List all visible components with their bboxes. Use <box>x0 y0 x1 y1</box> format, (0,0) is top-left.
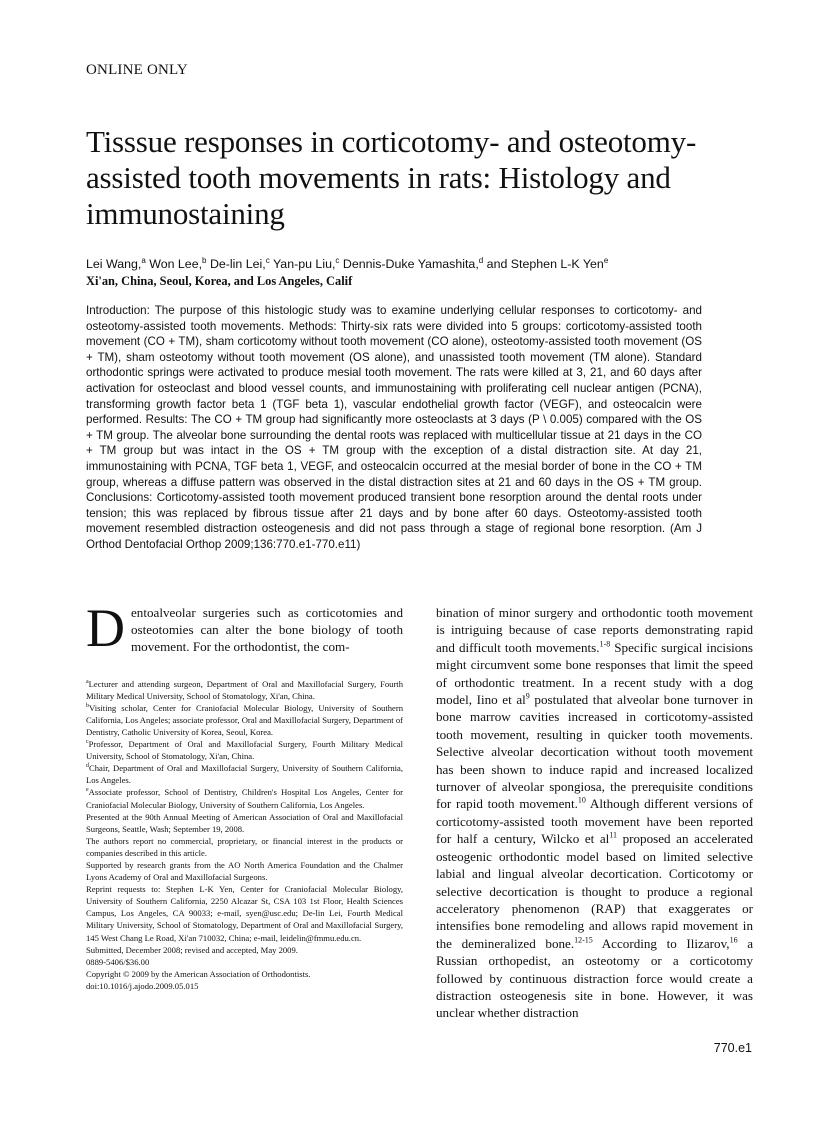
footnote-text: Chair, Department of Oral and Maxillofacial Surgery, University of Southern California, Los Angeles. <box>86 763 403 786</box>
footnote-text: Copyright © 2009 by the American Association of Orthodontists. <box>86 968 311 979</box>
footnote-text: Reprint requests to: Stephen L-K Yen, Center for Craniofacial Molecular Biology, University of Southern California, 2250 Alcazar St, CSA 103 1st Floor, Health Sciences Campus, Los Angeles, CA 90033; e-mail, syen@usc.edu; De-lin Lei, Fourth Medical Military University, School of Stomatology, Department of Oral and Maxillofacial Surgery, 145 West Chang Le Road, Xi'an 710032, China; e-mail, leidelin@fmmu.edu.cn. <box>86 884 403 943</box>
author-affiliation-mark: c <box>265 255 270 265</box>
author-affiliation-mark: e <box>603 255 609 265</box>
article-title: Tisssue responses in corticotomy- and osteotomy-assisted tooth movements in rats: Histology and immunostaining <box>86 124 697 231</box>
right-column <box>436 604 753 1022</box>
author-name: De-lin Lei, <box>206 257 266 271</box>
section-label: ONLINE ONLY <box>86 62 188 78</box>
author-affiliation-mark: c <box>335 255 340 265</box>
author-list <box>86 256 766 272</box>
footnote-mark: c <box>86 739 89 746</box>
author-name: Dennis-Duke Yamashita, <box>339 257 479 271</box>
reference-marker: 12-15 <box>574 935 593 945</box>
author-name: Won Lee, <box>145 257 203 271</box>
footnotes <box>86 678 403 992</box>
author-name: Lei Wang, <box>86 257 142 271</box>
body-text: postulated that alveolar bone turnover in bone marrow cavities increased in corticotomy-assisted tooth movement, resulting in quicker tooth movements. Selective alveolar decortication without tooth movement has been shown to induce rapid and increased localized turnover of alveolar spongiosa, the prerequisite conditions for rapid tooth movement. <box>436 692 753 812</box>
reference-marker: 11 <box>609 830 618 840</box>
author-name: Yan-pu Liu, <box>269 257 336 271</box>
footnote-text: The authors report no commercial, proprietary, or financial interest in the products or companies described in this article. <box>86 835 403 858</box>
footnote <box>86 835 403 859</box>
author-affiliation-mark: b <box>202 255 207 265</box>
footnote <box>86 980 403 992</box>
author-name: and Stephen L-K Yen <box>483 257 604 271</box>
body-text: Specific surgical incisions might circumvent some bone responses that limit the speed of orthodontic treatment. In a recent study with a dog model, Iino et al <box>436 639 753 708</box>
footnote <box>86 762 403 786</box>
footnote-text: Associate professor, School of Dentistry, Children's Hospital Los Angeles, Center for Craniofacial Molecular Biology, University of Southern California, Los Angeles. <box>86 787 403 810</box>
footnote-text: Lecturer and attending surgeon, Department of Oral and Maxillofacial Surgery, Fourth Military Medical University, School of Stomatology, Xi'an, China. <box>86 678 403 701</box>
footnote-text: Visiting scholar, Center for Craniofacial Molecular Biology, University of Southern California, Los Angeles; associate professor, Oral and Maxillofacial Surgery, Department of Dentistry, Catholic University of Korea, Seoul, Korea. <box>86 702 403 737</box>
footnote <box>86 944 403 956</box>
footnote-mark: e <box>86 787 89 794</box>
reference-marker: 16 <box>729 935 738 945</box>
footnote <box>86 811 403 835</box>
footnote <box>86 968 403 980</box>
footnote-mark: a <box>86 678 89 685</box>
author-affiliation-mark: d <box>478 255 484 265</box>
footnote <box>86 956 403 968</box>
footnote <box>86 883 403 943</box>
footnote-text: Supported by research grants from the AO North America Foundation and the Chalmer Lyons Academy of Oral and Maxillofacial Surgeons. <box>86 860 403 883</box>
page-number: 770.e1 <box>713 1041 752 1055</box>
drop-cap: D <box>86 598 125 658</box>
body-text: Although different versions of corticotomy-assisted tooth movement have been reported for half a century, Wilcko et al <box>436 796 753 847</box>
body-text: a Russian orthopedist, an osteotomy or a corticotomy followed by continuous distraction force would create a distraction osteogenesis site in bone. However, it was unclear whether distraction <box>436 935 753 1021</box>
author-affiliation: Xi'an, China, Seoul, Korea, and Los Angeles, Calif <box>86 274 353 288</box>
body-text: proposed an accelerated osteogenic orthodontic model based on limited selective labial and lingual alveolar decortication. Corticotomy or selective decortication is thought to produce a regional acceleratory phenomenon (RAP) that exaggerates or intensifies bone remodeling and allows rapid movement in the demineralized bone. <box>436 831 753 951</box>
reference-marker: 10 <box>577 796 586 806</box>
body-text: According to Ilizarov, <box>592 935 730 951</box>
footnote-mark: b <box>86 702 89 709</box>
author-affiliation-mark: a <box>141 255 146 265</box>
intro-text: entoalveolar surgeries such as corticotomies and osteotomies can alter the bone biology of tooth movement. For the orthodontist, the com- <box>131 605 403 655</box>
footnote-text: doi:10.1016/j.ajodo.2009.05.015 <box>86 980 199 991</box>
reference-marker: 1-8 <box>599 639 611 649</box>
footnote <box>86 738 403 762</box>
footnote-text: Submitted, December 2008; revised and accepted, May 2009. <box>86 944 298 955</box>
footnote <box>86 859 403 883</box>
footnote-text: Presented at the 90th Annual Meeting of American Association of Oral and Maxillofacial Surgeons, Seattle, Wash; September 19, 2008. <box>86 811 403 834</box>
footnote-mark: d <box>86 763 89 770</box>
body-text: bination of minor surgery and orthodontic tooth movement is intriguing because of case reports demonstrating rapid and difficult tooth movements. <box>436 605 753 655</box>
footnote <box>86 678 403 702</box>
intro-paragraph <box>86 598 403 658</box>
footnote <box>86 786 403 810</box>
left-column <box>86 598 403 992</box>
abstract: Introduction: The purpose of this histologic study was to examine underlying cellular responses to corticotomy- and osteotomy-assisted tooth movements. Methods: Thirty-six rats were divided into 5 groups: corticotomy-assisted tooth movement (CO + TM), sham corticotomy without tooth movement (CO alone), osteotomy-assisted tooth movement (OS + TM), sham osteotomy without tooth movement (OS alone), and unassisted tooth movement (TM alone). Standard orthodontic springs were activated to produce mesial tooth movement. The rats were killed at 3, 21, and 60 days after activation for osteoclast and blood vessel counts, and immunostaining with proliferating cell nuclear antigen (PCNA), transforming growth factor beta 1 (TGF beta 1), vascular endothelial growth factor (VEGF), and osteocalcin were performed. Results: The CO + TM group had significantly more osteoclasts at 3 days (P \ 0.005) compared with the OS + TM group. The alveolar bone surrounding the dental roots was replaced with multicellular tissue at 21 days in the CO + TM group but was intact in the OS + TM group with the exception of a distal distraction site. At day 21, immunostaining with PCNA, TGF beta 1, VEGF, and osteocalcin occurred at the mesial border of bone in the CO + TM group, whereas a diffuse pattern was observed in the distal distraction sites at 21 and 60 days in the OS + TM group. Conclusions: Corticotomy-assisted tooth movement produced transient bone resorption around the dental roots under tension; this was replaced by fibrous tissue after 21 days and by bone after 60 days. Osteotomy-assisted tooth movement resembled distraction osteogenesis and did not pass through a stage of regional bone resorption. (Am J Orthod Dentofacial Orthop 2009;136:770.e1-770.e11) <box>86 304 702 551</box>
reference-marker: 9 <box>525 691 530 701</box>
footnote-text: 0889-5406/$36.00 <box>86 956 150 967</box>
footnote <box>86 702 403 738</box>
footnote-text: Professor, Department of Oral and Maxillofacial Surgery, Fourth Military Medical University, School of Stomatology, Xi'an, China. <box>86 739 403 762</box>
